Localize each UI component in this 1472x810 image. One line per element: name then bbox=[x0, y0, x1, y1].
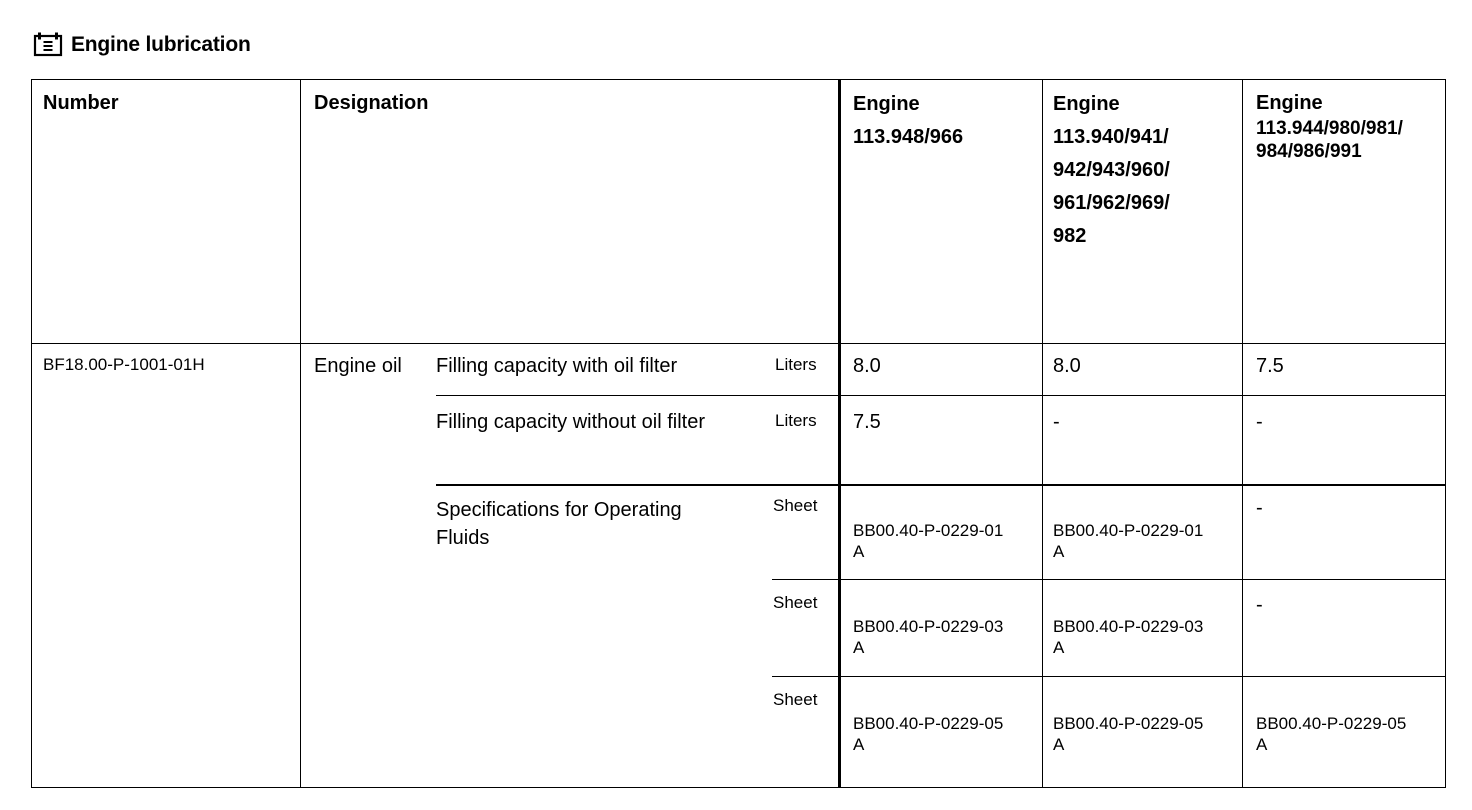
engine-models: 113.944/980/981/ bbox=[1256, 118, 1403, 139]
table-left-border bbox=[31, 79, 32, 788]
sheet-suffix: A bbox=[853, 735, 865, 755]
header-engine-2 bbox=[1053, 88, 1170, 253]
book-list-icon bbox=[33, 32, 63, 58]
engine-models: 961/962/969/ bbox=[1053, 192, 1170, 214]
sheet-code: BB00.40-P-0229-03 bbox=[1053, 617, 1204, 636]
row-separator-bold bbox=[436, 484, 1446, 486]
header-separator bbox=[31, 343, 1446, 344]
sheet-code: BB00.40-P-0229-03 bbox=[853, 617, 1004, 636]
unit-label: Liters bbox=[775, 355, 817, 374]
header-engine-1 bbox=[853, 88, 963, 154]
row-separator bbox=[436, 395, 1446, 396]
column-divider-bold bbox=[838, 79, 841, 788]
unit-label: Sheet bbox=[773, 593, 818, 612]
engine-models: 113.940/941/ bbox=[1053, 126, 1169, 148]
item-label: Filling capacity with oil filter bbox=[436, 355, 678, 377]
sheet-suffix: A bbox=[853, 542, 865, 562]
unit-label: Sheet bbox=[773, 496, 818, 515]
header-engine-3-models bbox=[1256, 118, 1403, 164]
column-divider bbox=[1242, 79, 1243, 788]
item-label: Filling capacity without oil filter bbox=[436, 411, 705, 433]
value-cell: - bbox=[1256, 594, 1263, 616]
value-cell: 8.0 bbox=[1053, 355, 1081, 377]
value-cell: 7.5 bbox=[1256, 355, 1284, 377]
header-engine-3-label: Engine bbox=[1256, 92, 1323, 114]
sheet-code: BB00.40-P-0229-01 bbox=[853, 521, 1004, 540]
item-label bbox=[436, 496, 682, 552]
sheet-code: BB00.40-P-0229-05 bbox=[1256, 714, 1407, 733]
sheet-reference bbox=[1053, 713, 1203, 756]
engine-label: Engine bbox=[1053, 93, 1120, 115]
sheet-reference bbox=[853, 616, 1003, 659]
engine-models: 984/986/991 bbox=[1256, 140, 1362, 162]
engine-models: 942/943/960/ bbox=[1053, 159, 1170, 181]
part-number: BF18.00-P-1001-01H bbox=[43, 355, 205, 374]
row-separator bbox=[772, 579, 1446, 580]
sheet-reference bbox=[853, 520, 1003, 563]
sheet-reference bbox=[853, 713, 1003, 756]
header-designation: Designation bbox=[314, 92, 429, 114]
sheet-reference bbox=[1053, 520, 1203, 563]
engine-models: 982 bbox=[1053, 225, 1087, 247]
unit-label: Liters bbox=[775, 411, 817, 430]
row-separator bbox=[772, 676, 1446, 677]
value-cell: 7.5 bbox=[853, 411, 881, 433]
sheet-suffix: A bbox=[1053, 638, 1065, 658]
column-divider bbox=[1042, 79, 1043, 788]
table-right-border bbox=[1445, 79, 1446, 788]
sheet-suffix: A bbox=[1053, 735, 1065, 755]
value-cell: - bbox=[1256, 497, 1263, 519]
header-number: Number bbox=[43, 92, 119, 114]
sheet-code: BB00.40-P-0229-05 bbox=[853, 714, 1004, 733]
table-top-border bbox=[31, 79, 1446, 80]
sheet-reference bbox=[1053, 616, 1203, 659]
sheet-code: BB00.40-P-0229-01 bbox=[1053, 521, 1204, 540]
value-cell: - bbox=[1256, 411, 1263, 433]
sheet-suffix: A bbox=[853, 638, 865, 658]
sheet-code: BB00.40-P-0229-05 bbox=[1053, 714, 1204, 733]
item-label-line: Specifications for Operating bbox=[436, 499, 682, 521]
unit-label: Sheet bbox=[773, 690, 818, 709]
sheet-suffix: A bbox=[1256, 735, 1268, 755]
value-cell: 8.0 bbox=[853, 355, 881, 377]
value-cell: - bbox=[1053, 411, 1060, 433]
engine-models: 113.948/966 bbox=[853, 126, 964, 148]
table-bottom-border bbox=[31, 787, 1446, 788]
sheet-suffix: A bbox=[1053, 542, 1065, 562]
column-divider bbox=[300, 79, 301, 788]
section-title bbox=[33, 30, 251, 60]
section-title-text: Engine lubrication bbox=[71, 33, 251, 56]
item-label-line: Fluids bbox=[436, 527, 490, 549]
engine-label: Engine bbox=[853, 93, 920, 115]
designation-engine-oil: Engine oil bbox=[314, 355, 402, 377]
sheet-reference bbox=[1256, 713, 1406, 756]
